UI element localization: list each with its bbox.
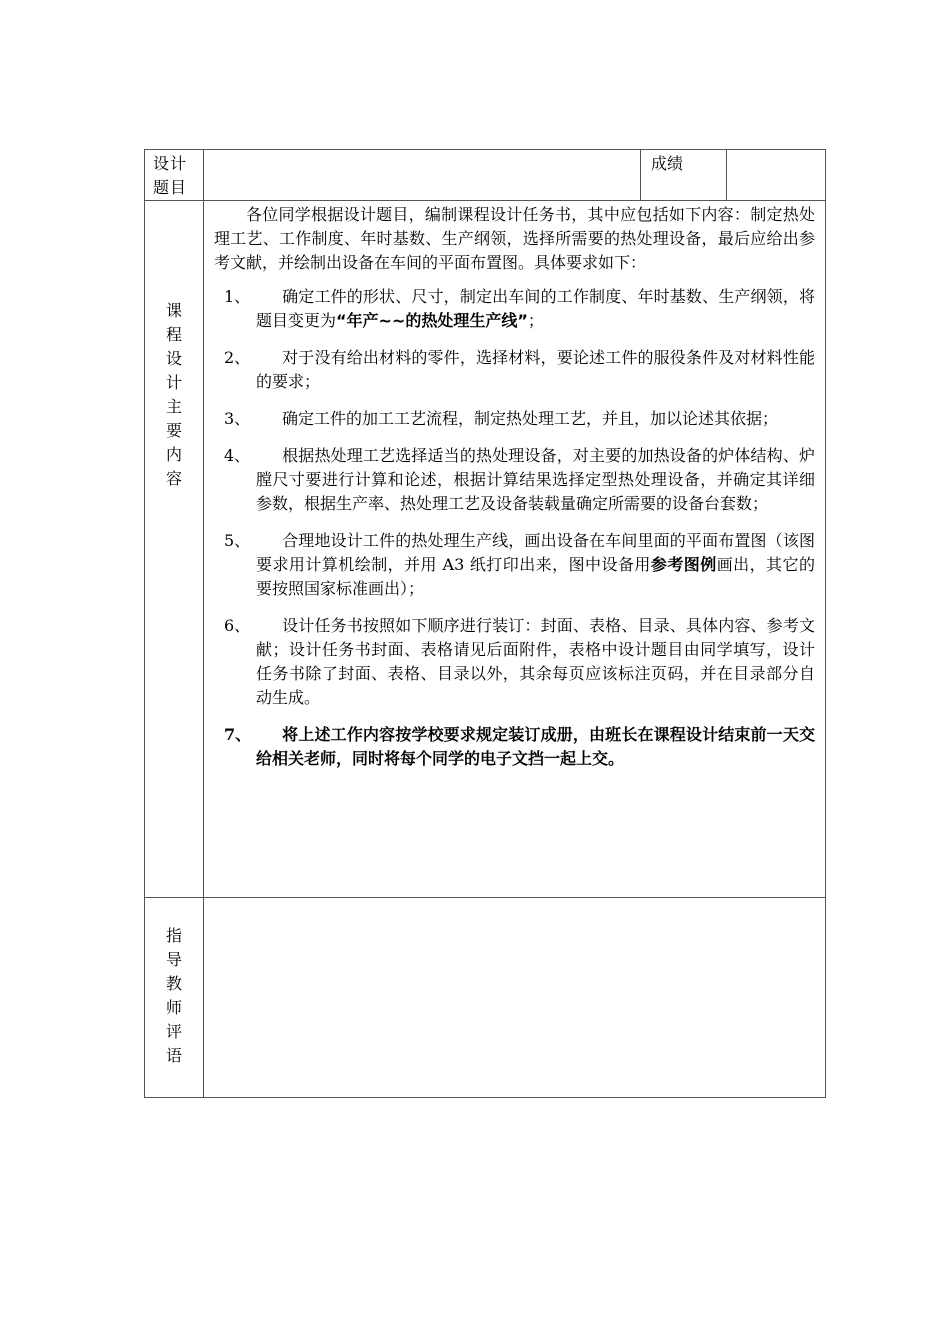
title-row: [145, 150, 826, 201]
requirement-item-5: [214, 529, 815, 601]
item-text-end: ；: [527, 311, 544, 330]
main-content-label: [145, 201, 204, 898]
advisor-comments-row: [145, 898, 826, 1098]
course-design-form: [144, 149, 826, 1098]
item-text: 对于没有给出材料的零件，选择材料，要论述工件的服役条件及对材料性能的要求；: [256, 348, 815, 391]
label-char: 课: [165, 301, 182, 320]
requirement-item-3: [214, 407, 815, 431]
label-char: 主: [165, 397, 182, 416]
label-char: 要: [165, 421, 182, 440]
label-char: 教: [165, 974, 182, 993]
item-number: 3、: [224, 409, 251, 428]
label-char: 容: [165, 469, 182, 488]
requirement-item-6: [214, 614, 815, 710]
item-number: 5、: [224, 531, 251, 550]
item-text: 根据热处理工艺选择适当的热处理设备，对主要的加热设备的炉体结构、炉膛尺寸要进行计算和论述，根据计算结果选择定型热处理设备，并确定其详细参数，根据生产率、热处理工艺及设备装载量确定所需要的设备台套数；: [256, 446, 815, 513]
requirement-item-7: [214, 723, 815, 771]
item-number: 1、: [224, 287, 251, 306]
design-title-field[interactable]: [204, 150, 641, 201]
grade-label: 成绩: [641, 150, 727, 201]
item-number: 7、: [224, 725, 252, 744]
main-content-row: [145, 201, 826, 898]
grade-field[interactable]: [727, 150, 826, 201]
item-text-bold: “年产~~的热处理生产线”: [336, 311, 528, 330]
requirement-item-4: [214, 444, 815, 516]
item-text: 合理地设计工件的热处理生产线，画出设备在车间里面的平面布置图（该图要求用计算机绘制，并用 A3 纸打印出来，图中设备用: [256, 531, 815, 574]
label-char: 导: [165, 950, 182, 969]
label-char: 程: [165, 325, 182, 344]
label-char: 语: [165, 1046, 182, 1065]
advisor-comments-label: [145, 898, 204, 1098]
item-number: 6、: [224, 616, 251, 635]
item-text-bold: 参考图例: [650, 555, 717, 574]
label-char: 设: [165, 349, 182, 368]
item-number: 4、: [224, 446, 251, 465]
label-char: 指: [165, 926, 182, 945]
item-number: 2、: [224, 348, 251, 367]
advisor-comments-field[interactable]: [204, 898, 826, 1098]
item-text: 将上述工作内容按学校要求规定装订成册，由班长在课程设计结束前一天交给相关老师，同时将每个同学的电子文挡一起上交。: [256, 725, 815, 768]
label-char: 师: [165, 998, 182, 1017]
label-char: 评: [165, 1022, 182, 1041]
requirement-item-1: [214, 285, 815, 333]
requirement-item-2: [214, 346, 815, 394]
item-text: 确定工件的加工工艺流程，制定热处理工艺，并且，加以论述其依据；: [282, 409, 779, 428]
design-title-label: 设计题目: [145, 150, 204, 201]
main-content-body: [204, 201, 826, 898]
label-char: 计: [165, 373, 182, 392]
item-text: 设计任务书按照如下顺序进行装订：封面、表格、目录、具体内容、参考文献；设计任务书封面、表格请见后面附件，表格中设计题目由同学填写，设计任务书除了封面、表格、目录以外，其余每页应该标注页码，并在目录部分自动生成。: [256, 616, 815, 707]
item-text: 确定工件的形状、尺寸，制定出车间的工作制度、年时基数、生产纲领，将题目变更为: [256, 287, 815, 330]
label-char: 内: [165, 445, 182, 464]
item-text-end: 画出，其它的要按照国家标准画出）；: [256, 555, 815, 598]
intro-paragraph: 各位同学根据设计题目，编制课程设计任务书，其中应包括如下内容：制定热处理工艺、工作制度、年时基数、生产纲领，选择所需要的热处理设备，最后应给出参考文献，并绘制出设备在车间的平面布置图。具体要求如下：: [214, 205, 815, 272]
